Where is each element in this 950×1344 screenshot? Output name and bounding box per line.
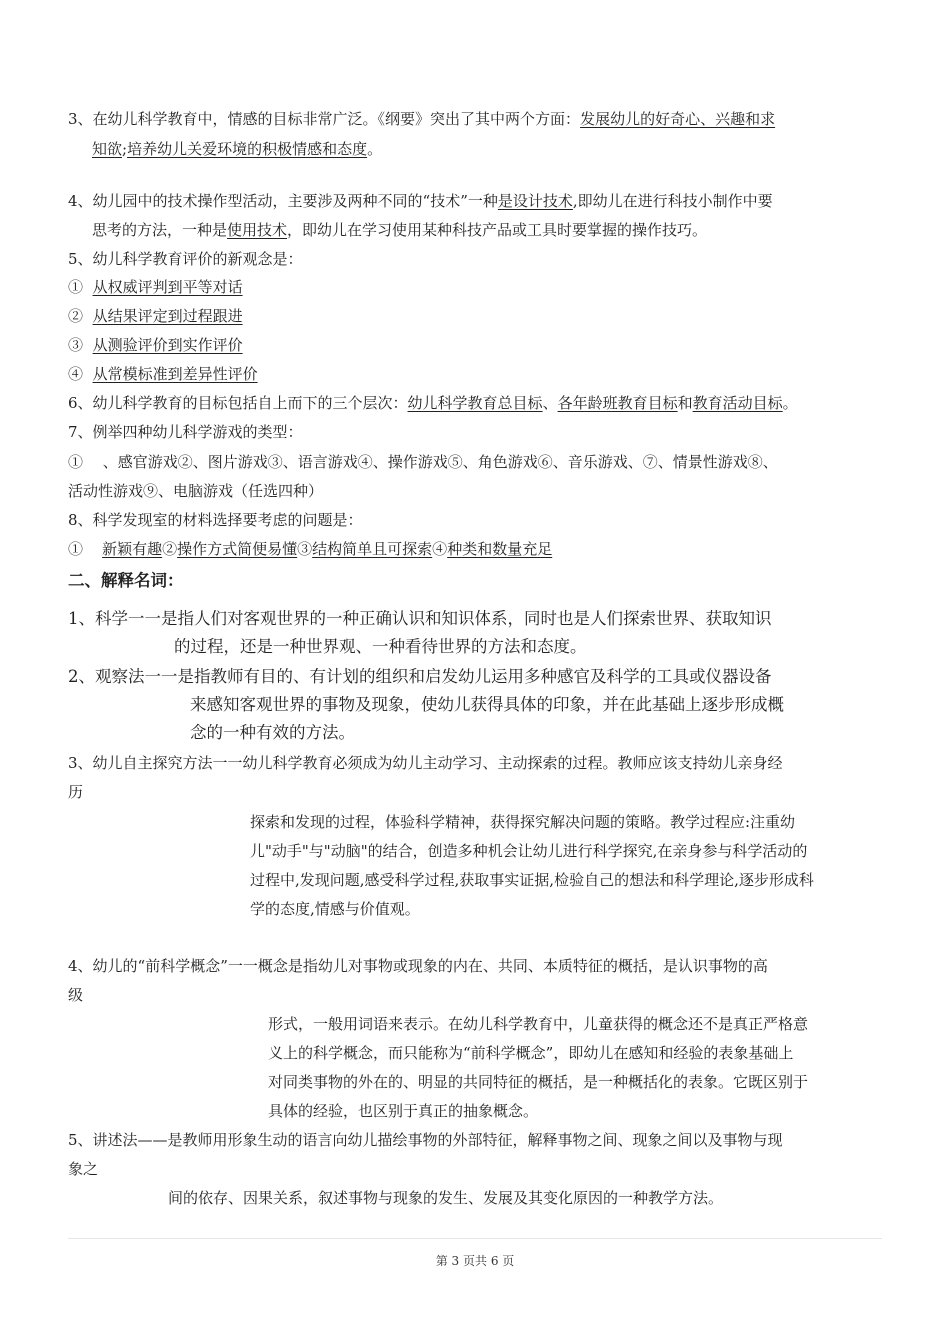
term3-line3: 探索和发现的过程，体验科学精神，获得探究解决问题的策略。教学过程应:注重幼	[250, 813, 796, 831]
term5-line1: 5、讲述法——是教师用形象生动的语言向幼儿描绘事物的外部特征，解释事物之间、现象之间以及事物与现	[68, 1131, 783, 1149]
q4-answer-2: 使用技术	[227, 221, 288, 239]
term3-line6: 学的态度,情感与价值观。	[250, 900, 420, 918]
term5-line2: 象之	[68, 1160, 99, 1178]
q7-line2: 活动性游戏⑨、电脑游戏（任选四种）	[68, 482, 324, 500]
q6-answer-3: 教育活动目标	[692, 394, 783, 412]
term3-line1: 3、幼儿自主探究方法一一幼儿科学教育必须成为幼儿主动学习、主动探索的过程。教师应该支持幼儿亲身经	[68, 754, 783, 772]
term1-line2: 的过程，还是一种世界观、一种看待世界的方法和态度。	[174, 637, 587, 656]
q6-answer-2: 各年龄班教育目标	[557, 394, 678, 412]
q4-line2: 思考的方法，一种是使用技术，即幼儿在学习使用某种科技产品或工具时要掌握的操作技巧。	[92, 221, 708, 239]
term1-line1: 1、科学一一是指人们对客观世界的一种正确认识和知识体系，同时也是人们探索世界、获取知识	[68, 609, 772, 628]
term4-line6: 具体的经验，也区别于真正的抽象概念。	[268, 1102, 539, 1120]
term4-line4: 义上的科学概念，而只能称为“前科学概念”，即幼儿在感知和经验的表象基础上	[268, 1044, 794, 1062]
q5-item: ① 从权威评判到平等对话	[68, 278, 243, 296]
term2-line1: 2、观察法一一是指教师有目的、有计划的组织和启发幼儿运用多种感官及科学的工具或仪器设备	[68, 667, 772, 686]
term2-line2: 来感知客观世界的事物及现象，使幼儿获得具体的印象，并在此基础上逐步形成概	[190, 695, 784, 714]
q5-item: ③ 从测验评价到实作评价	[68, 336, 243, 354]
q5-title: 5、幼儿科学教育评价的新观念是：	[68, 250, 303, 268]
q6-answer-1: 幼儿科学教育总目标	[407, 394, 543, 412]
q6-line: 6、幼儿科学教育的目标包括自上而下的三个层次：幼儿科学教育总目标、各年龄班教育目标和教育活动目标。	[68, 394, 798, 412]
q5-item: ② 从结果评定到过程跟进	[68, 307, 243, 325]
q3-line2: 知欲;培养幼儿关爱环境的积极情感和态度。	[92, 140, 383, 158]
page-number: 第 3 页共 6 页	[435, 1254, 515, 1268]
q7-title: 7、例举四种幼儿科学游戏的类型：	[68, 423, 303, 441]
q7-line1: ① 、感官游戏②、图片游戏③、语言游戏④、操作游戏⑤、角色游戏⑥、音乐游戏、⑦、情景性游戏⑧、	[68, 453, 778, 471]
term3-line2: 历	[68, 783, 84, 801]
q4-answer-1: 是设计技术	[497, 192, 573, 210]
q3-answer-1: 发展幼儿的好奇心、兴趣和求	[580, 110, 776, 128]
q5-item: ④ 从常模标准到差异性评价	[68, 365, 258, 383]
section-heading: 二、解释名词：	[68, 571, 184, 590]
q8-answers: ① 新颖有趣②操作方式简便易懂③结构简单且可探索④种类和数量充足	[68, 540, 553, 558]
q3-line1: 3、在幼儿科学教育中，情感的目标非常广泛。《纲要》突出了其中两个方面：发展幼儿的好奇心、兴趣和求	[68, 110, 776, 128]
term4-line1: 4、幼儿的“前科学概念”一一概念是指幼儿对事物或现象的内在、共同、本质特征的概括，是认识事物的高	[68, 957, 768, 975]
q3-answer-2: 培养幼儿关爱环境的积极情感和态度	[127, 140, 368, 158]
term4-line2: 级	[68, 986, 84, 1004]
q3-answer-1b: 知欲	[92, 140, 123, 158]
term3-line4: 儿"动手"与"动脑"的结合，创造多种机会让幼儿进行科学探究,在亲身参与科学活动的	[250, 842, 808, 860]
term2-line3: 念的一种有效的方法。	[190, 723, 355, 742]
q4-line1: 4、幼儿园中的技术操作型活动，主要涉及两种不同的“技术”一种是设计技术,即幼儿在进行科技小制作中要	[68, 192, 773, 210]
footer-divider	[68, 1238, 882, 1239]
term3-line5: 过程中,发现问题,感受科学过程,获取事实证据,检验自己的想法和科学理论,逐步形成科	[250, 871, 814, 889]
q8-title: 8、科学发现室的材料选择要考虑的问题是：	[68, 511, 363, 529]
term4-line5: 对同类事物的外在的、明显的共同特征的概括，是一种概括化的表象。它既区别于	[268, 1073, 809, 1091]
term4-line3: 形式，一般用词语来表示。在幼儿科学教育中，儿童获得的概念还不是真正严格意	[268, 1015, 809, 1033]
term5-line3: 间的依存、因果关系，叙述事物与现象的发生、发展及其变化原因的一种教学方法。	[168, 1189, 724, 1207]
